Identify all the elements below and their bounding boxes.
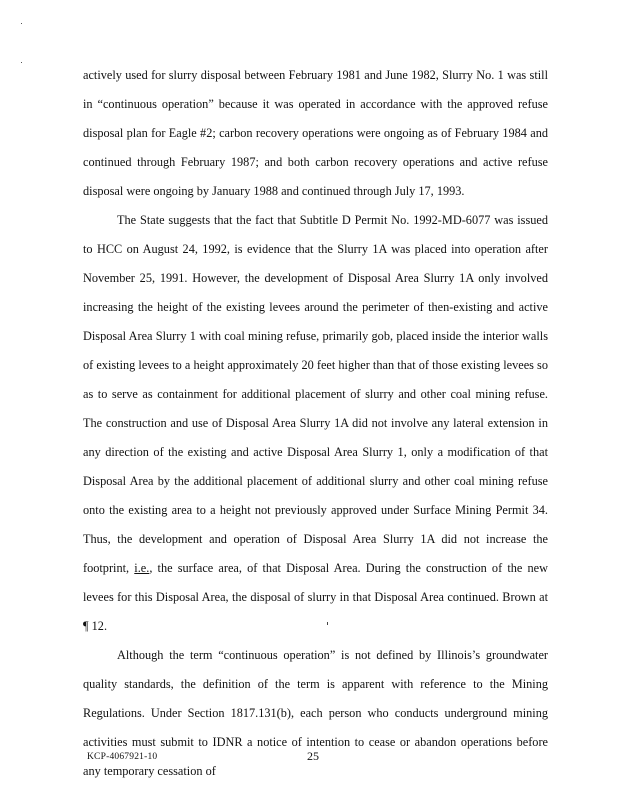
stray-scan-mark <box>327 622 328 625</box>
paragraph-although: Although the term “continuous operation” is not defined by Illinois’s groundwater quality standards, the definition of the term is apparent with reference to the Mining Regulations. Under Section 1817.131(b), each person who conducts underground mining activities must submit to IDNR a notice of intention to cease or abandon operations before any temporary cessation of <box>83 648 548 778</box>
page-number: 25 <box>307 749 319 763</box>
margin-scan-mark <box>21 23 22 24</box>
margin-scan-mark <box>21 62 22 63</box>
paragraph-text-after-emphasis: , the surface area, of that Disposal Area. During the construction of the new levees for this Disposal Area, the disposal of slurry in that Disposal Area continued. Brown at ¶ 12. <box>83 561 548 633</box>
paragraph-continuation: actively used for slurry disposal between February 1981 and June 1982, Slurry No. 1 was still in “continuous operation” because it was operated in accordance with the approved refuse disposal plan for Eagle #2; carbon recovery operations were ongoing as of February 1984 and continued through February 1987; and both carbon recovery operations and active refuse disposal were ongoing by January 1988 and continued through July 17, 1993. <box>83 68 548 198</box>
paragraph-text-before-emphasis: The State suggests that the fact that Subtitle D Permit No. 1992-MD-6077 was issued to HCC on August 24, 1992, is evidence that the Slurry 1A was placed into operation after November 25, 1991. However, the development of Disposal Area Slurry 1A only involved increasing the height of the existing levees around the perimeter of then-existing and active Disposal Area Slurry 1 with coal mining refuse, primarily gob, placed inside the interior walls of existing levees to a height approximately 20 feet higher than that of those existing levees so as to serve as containment for additional placement of slurry and other coal mining refuse. The construction and use of Disposal Area Slurry 1A did not involve any lateral extension in any direction of the existing and active Disposal Area Slurry 1, only a modification of that Disposal Area by the additional placement of additional slurry and other coal mining refuse onto the existing area to a height not previously approved under Surface Mining Permit 34. Thus, the development and operation of Disposal Area Slurry 1A did not increase the footprint, <box>83 213 548 575</box>
emphasis-ie: i.e. <box>134 561 150 575</box>
footer-document-id: KCP-4067921-10 <box>87 752 158 762</box>
paragraph-state-suggests <box>83 206 548 641</box>
page-body <box>83 61 548 786</box>
